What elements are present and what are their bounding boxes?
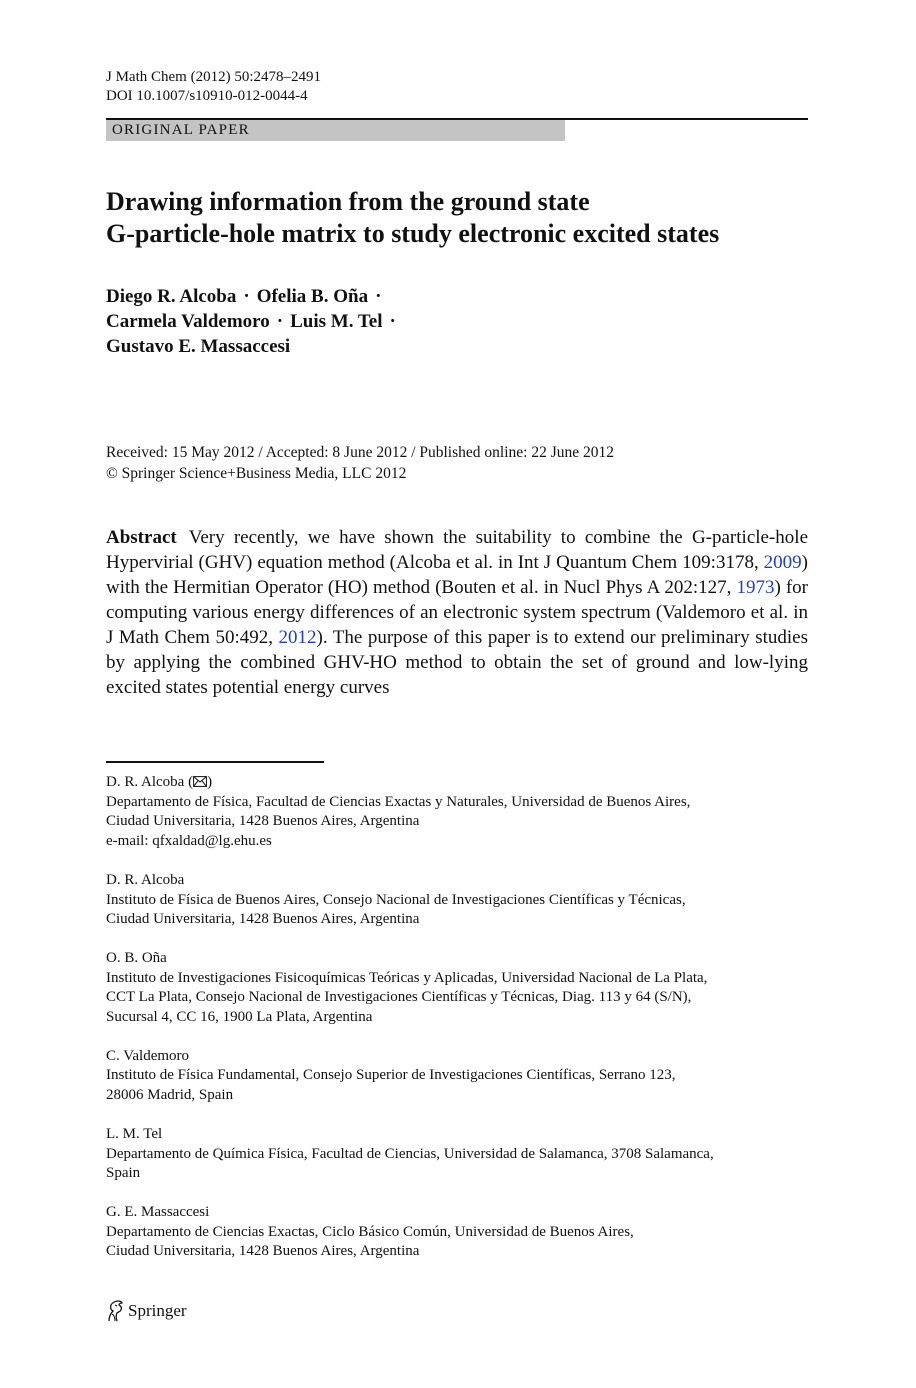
affiliation-line: 28006 Madrid, Spain xyxy=(106,1087,234,1104)
affiliation-block xyxy=(106,773,808,852)
affiliation-line: Ciudad Universitaria, 1428 Buenos Aires, Argentina xyxy=(106,813,420,830)
citation-link-1973[interactable]: 1973 xyxy=(736,577,775,598)
publication-dates xyxy=(106,442,614,484)
affiliation-line: Departamento de Ciencias Exactas, Ciclo Básico Común, Universidad de Buenos Aires, xyxy=(106,1223,634,1240)
author-name: Diego R. Alcoba xyxy=(106,286,237,307)
author-name: Carmela Valdemoro xyxy=(106,311,270,332)
affiliation-author: C. Valdemoro xyxy=(106,1047,190,1064)
abstract-text: ). The purpose of this paper is to extend our preliminary studies by applying the combined GHV-HO method to obtain the set of ground and low-lying excited states potential energy curves xyxy=(106,627,808,698)
author-separator: · xyxy=(389,311,396,332)
affiliation-line: Departamento de Física, Facultad de Ciencias Exactas y Naturales, Universidad de Buenos Aires, xyxy=(106,793,691,810)
article-type-label: ORIGINAL PAPER xyxy=(112,122,250,138)
author-name: Ofelia B. Oña xyxy=(256,286,369,307)
affiliation-line: Instituto de Física de Buenos Aires, Consejo Nacional de Investigaciones Científicas y Técnicas, xyxy=(106,891,686,908)
affiliation-line: Spain xyxy=(106,1165,141,1182)
paper-title xyxy=(106,186,719,250)
affiliation-author: O. B. Oña xyxy=(106,949,167,966)
springer-horse-icon xyxy=(106,1300,124,1322)
author-name: Luis M. Tel xyxy=(290,311,383,332)
author-separator: · xyxy=(375,286,382,307)
affiliation-line: Ciudad Universitaria, 1428 Buenos Aires, Argentina xyxy=(106,911,420,928)
abstract-text: Very recently, we have shown the suitability to combine the G-particle-hole Hypervirial (GHV) equation method (Alcoba et al. in Int J Quantum Chem 109:3178, xyxy=(106,527,808,573)
affiliation-line: Departamento de Química Física, Facultad de Ciencias, Universidad de Salamanca, 3708 Salamanca, xyxy=(106,1145,714,1162)
article-type-bar xyxy=(106,120,565,141)
affiliation-line: Instituto de Investigaciones Fisicoquímicas Teóricas y Aplicadas, Universidad Nacional de La Plata, xyxy=(106,969,708,986)
abstract-text: ) for computing various energy differences of an electronic system spectrum (Valdemoro et al. in J Math Chem 50:492, xyxy=(106,577,808,648)
affiliation-block xyxy=(106,871,808,930)
affiliation-line: Ciudad Universitaria, 1428 Buenos Aires, Argentina xyxy=(106,1243,420,1260)
citation-link-2012[interactable]: 2012 xyxy=(278,627,317,648)
title-line-1: Drawing information from the ground state xyxy=(106,187,590,216)
affiliation-line: Instituto de Física Fundamental, Consejo Superior de Investigaciones Científicas, Serrano 123, xyxy=(106,1067,676,1084)
abstract-text: ) with the Hermitian Operator (HO) method (Bouten et al. in Nucl Phys A 202:127, xyxy=(106,552,808,598)
affiliation-block xyxy=(106,1047,808,1106)
author-name: Gustavo E. Massaccesi xyxy=(106,336,291,357)
author-list xyxy=(106,284,403,359)
journal-doi: DOI 10.1007/s10910-012-0044-4 xyxy=(106,88,308,104)
abstract-heading: Abstract xyxy=(106,527,177,548)
affiliation-author: L. M. Tel xyxy=(106,1125,163,1142)
author-email[interactable]: e-mail: qfxaldad@lg.ehu.es xyxy=(106,833,272,850)
title-line-2: G-particle-hole matrix to study electronic excited states xyxy=(106,219,720,248)
copyright-line: © Springer Science+Business Media, LLC 2012 xyxy=(106,465,407,482)
affiliation-author: G. E. Massaccesi xyxy=(106,1203,210,1220)
affiliation-line: Sucursal 4, CC 16, 1900 La Plata, Argentina xyxy=(106,1009,373,1026)
date-history: Received: 15 May 2012 / Accepted: 8 June 2012 / Published online: 22 June 2012 xyxy=(106,444,614,461)
journal-header xyxy=(106,68,321,106)
author-separator: · xyxy=(276,311,284,332)
affiliation-block xyxy=(106,1125,808,1184)
publisher-footer xyxy=(106,1300,187,1322)
affiliation-author: D. R. Alcoba xyxy=(106,871,185,888)
footnote-rule xyxy=(106,761,324,763)
citation-link-2009[interactable]: 2009 xyxy=(763,552,802,573)
author-separator: · xyxy=(243,286,250,307)
abstract xyxy=(106,525,808,700)
affiliation-line: CCT La Plata, Consejo Nacional de Investigaciones Científicas y Técnicas, Diag. 113 y 64 (S/N), xyxy=(106,989,692,1006)
publisher-name: Springer xyxy=(128,1301,187,1320)
affiliation-block xyxy=(106,1203,808,1262)
affiliation-author: D. R. Alcoba ( ) xyxy=(106,774,213,790)
affiliation-block xyxy=(106,949,808,1028)
envelope-icon xyxy=(193,776,207,787)
journal-citation: J Math Chem (2012) 50:2478–2491 xyxy=(106,69,321,85)
affiliations xyxy=(106,773,808,1281)
